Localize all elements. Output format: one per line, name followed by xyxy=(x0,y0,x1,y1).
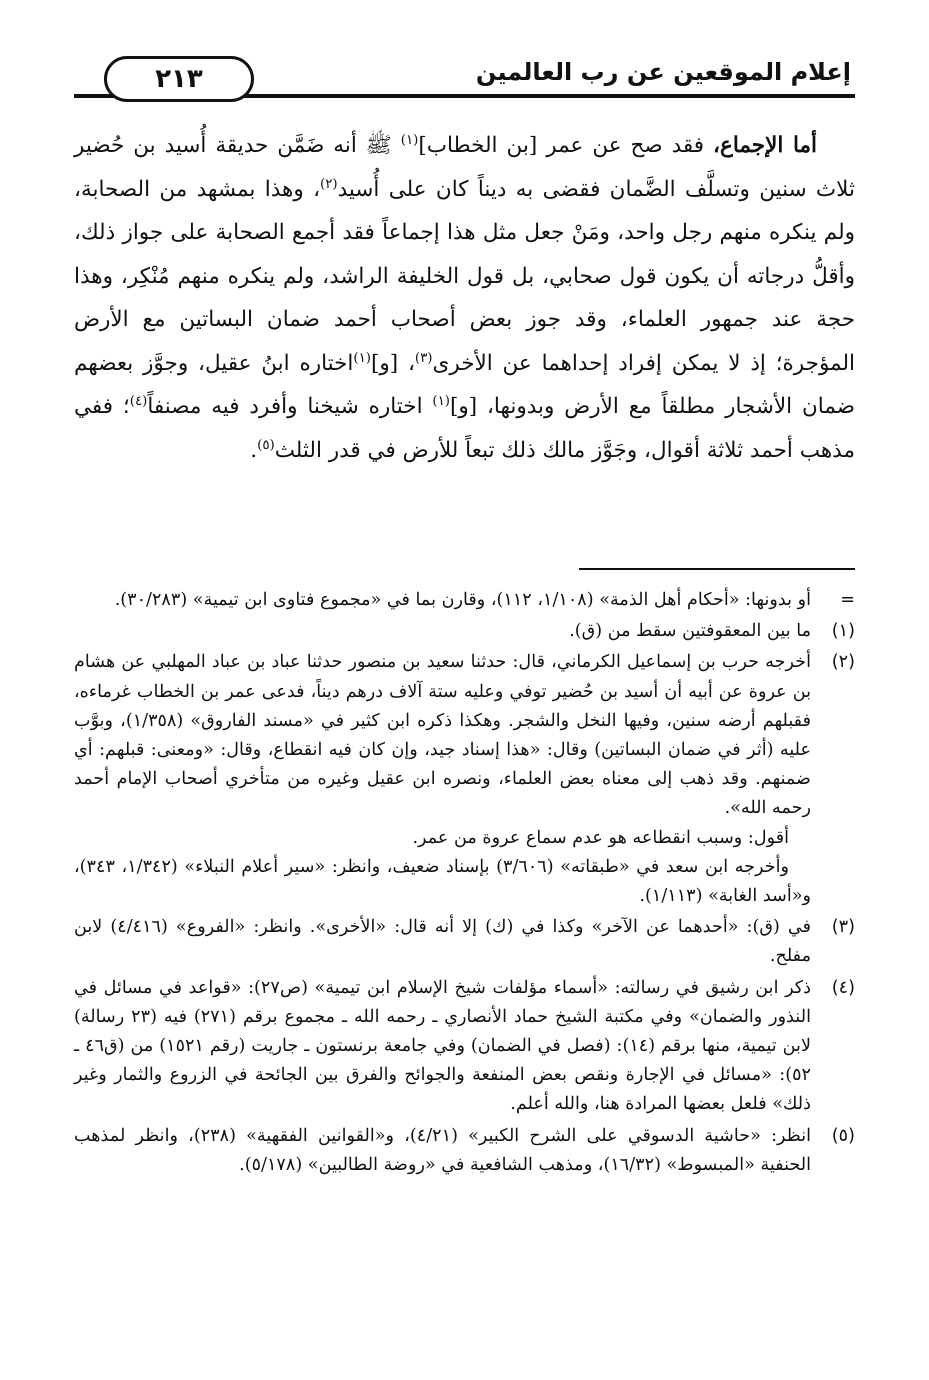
footnote-ref-4[interactable]: (٤) xyxy=(129,393,148,409)
footnote-separator xyxy=(579,568,855,570)
footnote-ref-3[interactable]: (٣) xyxy=(414,350,433,366)
footnote-text: أخرجه حرب بن إسماعيل الكرماني، قال: حدثنا سعيد بن منصور حدثنا عباد بن عباد المهلبي عن هشام بن عروة عن أبيه أن أسيد بن حُضير توفي وعليه ستة آلاف درهم ديناً، فدعى عمر بن الخطاب غرماءه، فقبلهم أرضه سنين، وفيها النخل والشجر. وهكذا ذكره ابن كثير في «مسند الفاروق» (١/٣٥٨)، وبوَّب عليه (أثر في ضمان البساتين) وقال: «هذا إسناد جيد، وإن كان فيه انقطاع، وقال: «ومعنى: قبلهم: أي ضمنهم. وقد ذهب إلى معناه بعض العلماء، ونصره ابن عقيل وغيره من متأخري أصحاب الإمام أحمد رحمه الله». xyxy=(74,652,811,819)
footnote-number: (٥) xyxy=(831,1125,855,1146)
body-paragraph xyxy=(74,124,855,472)
running-header xyxy=(74,56,855,104)
main-text xyxy=(74,124,855,472)
footnote-number: (٢) xyxy=(831,652,855,673)
footnote-text: انظر: «حاشية الدسوقي على الشرح الكبير» (٤/٢١)، و«القوانين الفقهية» (٢٣٨)، وانظر لمذهب الحنفية «المبسوط» (١٦/٣٢)، ومذهب الشافعية في «روضة الطالبين» (٥/١٧٨). xyxy=(74,1125,811,1175)
footnote-4 xyxy=(74,974,855,1120)
footnote-3 xyxy=(74,913,855,971)
footnote-1 xyxy=(74,617,855,646)
footnote-ref-5[interactable]: (٥) xyxy=(257,437,275,453)
footnote-note: وأخرجه ابن سعد في «طبقاته» (٣/٦٠٦) بإسناد ضعيف، وانظر: «سير أعلام النبلاء» (١/٣٤٢، ٣٤٣)، و«أسد الغابة» (١/١١٣). xyxy=(74,856,811,907)
body-text-a: فقد صح عن عمر [بن الخطاب] xyxy=(418,133,714,158)
footnote-ref-1b[interactable]: (١) xyxy=(353,350,371,366)
page-number-badge: ٢١٣ xyxy=(104,56,254,102)
footnote-note: أقول: وسبب انقطاعه هو عدم سماع عروة من عمر. xyxy=(412,827,789,848)
footnote-ref-1c[interactable]: (١) xyxy=(432,393,450,409)
footnote-body xyxy=(74,648,811,911)
footnote-number: (٤) xyxy=(831,977,855,998)
footnote-ref-1[interactable]: (١) xyxy=(400,132,419,148)
body-text-end: . xyxy=(250,437,258,463)
footnote-number: = xyxy=(840,590,855,610)
footnote-text: ما بين المعقوفتين سقط من (ق). xyxy=(569,621,811,642)
body-text-b: ﷺ أنه ضَمَّن حديقة أُسيد بن حُضير ثلاث سنين وتسلَّف الضَّمان فقضى به ديناً كان على أُسيد xyxy=(74,133,855,202)
footnote-text: ذكر ابن رشيق في رسالته: «أسماء مؤلفات شيخ الإسلام ابن تيمية» (ص٢٧): «قواعد في مسائل في النذور والضمان» وفي مكتبة الشيخ حماد الأنصاري ـ رحمه الله ـ مجموع برقم (٢٧١) فيه (٢٣ رسالة) لابن تيمية، منها برقم (١٤): (فصل في الضمان) وفي جامعة برنستون ـ جاريت (رقم ١٥٢١) من (ق٤٦ ـ ٥٢): «مسائل في الإجارة ونقص بعض المنفعة والجوائح والفرق بين الجائحة في الزروع والثمار وغير ذلك» فلعل بعضها المرادة هنا، والله أعلم. xyxy=(74,977,811,1115)
footnotes xyxy=(74,586,855,1182)
body-text-f: اختاره شيخنا وأفرد فيه مصنفاً xyxy=(147,394,433,419)
body-text-g: ؛ ففي مذهب أحمد ثلاثة أقوال، وجَوَّز مالك ذلك تبعاً للأرض في قدر الثلث xyxy=(74,394,855,463)
body-text-e: اختاره ابنُ عقيل، وجوَّز بعضهم ضمان الأشجار مطلقاً مع الأرض وبدونها، [و] xyxy=(74,350,856,419)
footnote-number: (١) xyxy=(831,621,855,642)
footnote-text: في (ق): «أحدهما عن الآخر» وكذا في (ك) إلا أنه قال: «الأخرى». وانظر: «الفروع» (٤/٤١٦) لابن مفلح. xyxy=(74,917,811,967)
footnote-2 xyxy=(74,648,855,911)
body-text-c: ، وهذا بمشهد من الصحابة، ولم ينكره منهم رجل واحد، ومَنْ جعل مثل هذا إجماعاً فقد أجمع الصحابة على جواز ذلك، وأقلُّ درجاته أن يكون قول صحابي، بل قول الخليفة الراشد، ولم ينكره منهم مُنْكِر، وهذا حجة عند جمهور العلماء، وقد جوز بعض أصحاب أحمد ضمان البساتين مع الأرض المؤجرة؛ إذ لا يمكن إفراد إحداهما عن الأخرى xyxy=(74,176,856,376)
body-text-d: ، [و] xyxy=(370,350,415,376)
lead-term: أما الإجماع، xyxy=(713,133,817,158)
book-title: إعلام الموقعين عن رب العالمين xyxy=(475,58,851,86)
footnote-number: (٣) xyxy=(831,917,855,938)
footnote-5 xyxy=(74,1122,855,1180)
footnote-continued xyxy=(74,586,855,615)
footnote-text: أو بدونها: «أحكام أهل الذمة» (١/١٠٨، ١١٢)، وقارن بما في «مجموع فتاوى ابن تيمية» (٣٠/٢٨٣). xyxy=(114,590,811,610)
footnote-ref-2[interactable]: (٢) xyxy=(320,176,338,192)
